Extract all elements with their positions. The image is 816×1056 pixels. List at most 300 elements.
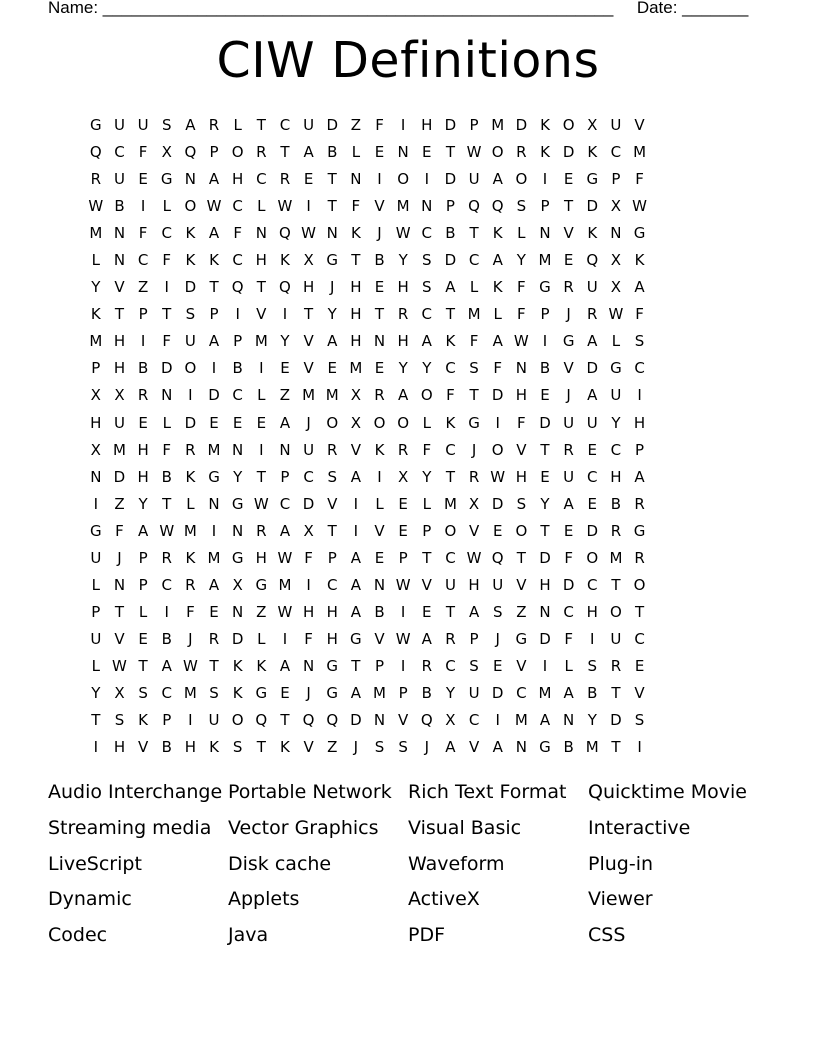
grid-letter: I [93,494,99,513]
grid-letter: A [587,332,598,351]
grid-letter: T [280,711,290,730]
grid-letter: P [162,711,172,730]
grid-letter: B [374,251,385,270]
grid-letter: W [395,629,411,648]
grid-letter: H [113,332,126,351]
grid-letter: E [563,251,574,270]
grid-letter: Q [279,278,291,297]
grid-letter: K [256,656,267,675]
grid-letter: D [515,116,528,134]
grid-letter: N [255,224,267,243]
grid-letter: F [517,278,526,297]
letter-grid [84,112,651,761]
grid-letter: W [632,197,647,216]
grid-letter: D [231,629,244,648]
grid-letter: G [231,548,244,567]
grid-letter: S [634,332,645,351]
grid-letter: C [161,683,172,702]
grid-letter: Y [445,683,456,702]
grid-letter: X [610,197,622,216]
grid-letter: O [491,440,504,459]
grid-letter: T [327,197,337,216]
grid-letter: K [232,656,243,675]
grid-letter: W [159,521,175,540]
grid-letter: L [611,332,621,351]
grid-letter: E [398,521,408,540]
grid-letter: V [468,521,480,540]
grid-letter: R [90,170,102,189]
grid-letter: V [137,738,149,757]
grid-letter: M [633,143,647,162]
grid-letter: J [306,413,311,432]
grid-letter: A [279,656,291,675]
grid-letter: H [515,467,527,486]
grid-letter: F [162,332,172,351]
grid-letter: M [467,305,481,324]
grid-letter: B [161,738,172,757]
grid-letter: P [91,602,101,621]
grid-letter: U [610,629,622,648]
grid-letter: U [208,711,220,730]
grid-letter: E [280,683,290,702]
grid-letter: H [255,548,267,567]
grid-letter: I [259,359,264,378]
grid-letter: D [539,629,551,648]
grid-letter: S [114,711,125,730]
grid-letter: A [137,521,149,540]
grid-letter: P [469,629,479,648]
grid-letter: F [138,143,148,162]
grid-letter: E [374,143,385,162]
grid-letter: G [255,683,268,702]
grid-letter: A [303,143,314,162]
grid-letter: V [256,305,267,324]
grid-letter: M [207,548,221,567]
grid-letter: I [188,386,193,405]
grid-letter: P [445,197,455,216]
grid-letter: E [422,143,432,162]
grid-letter: P [398,548,408,567]
grid-letter: G [515,629,528,648]
grid-letter: V [468,738,480,757]
word-list-item: Waveform [408,852,505,875]
grid-letter: J [353,738,359,757]
grid-letter: K [185,251,196,270]
grid-letter: K [634,251,645,270]
grid-letter: P [469,116,479,134]
word-list-item: Streaming media [48,816,212,839]
grid-letter: N [232,440,244,459]
grid-letter: U [492,575,504,594]
grid-letter: T [256,738,266,757]
grid-letter: O [231,143,244,162]
grid-letter: A [208,575,220,594]
grid-letter: Z [137,278,149,297]
grid-letter: D [491,683,504,702]
grid-letter: D [610,711,622,730]
grid-letter: H [326,629,338,648]
grid-letter: A [350,575,361,594]
grid-letter: N [350,170,362,189]
grid-letter: G [610,359,622,378]
grid-letter: L [375,494,384,513]
grid-letter: K [492,278,503,297]
grid-letter: O [326,413,339,432]
grid-letter: B [327,143,338,162]
grid-letter: N [373,332,386,351]
grid-letter: F [422,440,432,459]
grid-letter: W [112,656,127,675]
name-field-label: Name: ______________________________________________________ [48,0,614,17]
grid-letter: E [492,521,503,540]
grid-letter: H [397,332,409,351]
grid-letter: X [114,386,125,405]
grid-letter: M [514,711,528,730]
grid-letter: X [161,143,172,162]
grid-letter: M [207,440,221,459]
grid-letter: K [185,224,196,243]
grid-letter: V [516,656,527,675]
grid-letter: F [304,629,313,648]
grid-letter: A [634,467,645,486]
grid-letter: R [185,575,196,594]
grid-letter: D [113,467,126,486]
grid-letter: A [634,278,645,297]
grid-letter: N [208,494,220,513]
grid-letter: J [188,629,193,648]
grid-letter: C [161,224,172,243]
grid-letter: J [377,224,382,243]
grid-letter: C [114,143,125,162]
grid-letter: D [562,143,575,162]
grid-letter: W [466,548,482,567]
grid-letter: D [160,359,173,378]
grid-letter: I [306,575,311,594]
grid-letter: W [301,224,316,243]
grid-letter: K [445,413,456,432]
grid-letter: N [373,711,386,730]
grid-letter: Y [398,251,408,270]
grid-letter: T [114,602,125,621]
grid-letter: G [231,494,244,513]
grid-letter: R [610,656,622,675]
grid-letter: J [117,548,122,567]
grid-letter: R [208,629,220,648]
grid-letter: X [114,683,125,702]
grid-letter: I [188,711,193,730]
grid-letter: D [491,494,504,513]
word-list-item: Portable Network [228,781,392,803]
grid-letter: A [327,332,338,351]
grid-letter: X [303,251,314,270]
grid-letter: N [539,224,551,243]
grid-letter: J [306,683,311,702]
word-list-item: LiveScript [48,852,142,875]
grid-letter: I [400,602,406,621]
grid-letter: I [211,359,217,378]
grid-letter: E [540,386,550,405]
grid-letter: N [563,711,575,730]
grid-letter: E [587,494,598,513]
grid-letter: S [492,602,503,621]
grid-letter: A [350,548,361,567]
grid-letter: J [330,278,335,297]
header-line [48,0,748,20]
grid-letter: U [90,548,102,567]
grid-letter: R [634,494,645,513]
word-list-item: PDF [408,924,446,947]
grid-letter: H [90,413,102,432]
grid-letter: W [395,224,411,243]
grid-letter: N [232,521,244,540]
grid-letter: K [587,143,598,162]
grid-letter: D [184,278,197,297]
grid-letter: X [610,251,622,270]
grid-letter: E [634,656,645,675]
grid-letter: F [233,224,242,243]
grid-letter: F [138,224,148,243]
grid-letter: O [184,359,197,378]
grid-letter: Y [91,683,101,702]
grid-letter: E [327,359,337,378]
grid-letter: I [377,467,382,486]
grid-letter: P [327,548,337,567]
word-list-item: Dynamic [48,888,132,911]
grid-letter: X [90,386,101,405]
grid-letter: C [610,440,622,459]
grid-letter: I [400,656,406,675]
grid-letter: Y [422,359,432,378]
grid-letter: O [231,711,244,730]
grid-letter: R [374,386,385,405]
grid-letter: Q [279,224,291,243]
word-list-item: Interactive [588,816,691,839]
grid-letter: U [468,683,480,702]
grid-letter: H [255,251,267,270]
grid-letter: F [115,521,124,540]
grid-letter: E [422,602,432,621]
grid-letter: V [114,629,125,648]
grid-letter: A [350,467,361,486]
grid-letter: A [421,629,432,648]
grid-letter: F [162,440,172,459]
word-list-item: Codec [48,924,108,947]
grid-letter: H [421,116,433,134]
grid-letter: U [586,278,598,297]
grid-letter: B [587,683,598,702]
grid-letter: C [445,656,456,675]
grid-letter: B [232,359,243,378]
grid-letter: G [633,521,646,540]
grid-letter: Z [350,116,361,134]
word-list-item: Audio Interchange [48,781,223,803]
grid-letter: G [539,738,551,757]
grid-letter: X [303,521,314,540]
grid-letter: K [540,116,550,134]
grid-letter: T [209,656,219,675]
grid-letter: A [445,738,456,757]
grid-letter: C [587,575,598,594]
grid-letter: O [491,143,504,162]
grid-letter: S [138,683,148,702]
grid-letter: T [540,521,550,540]
grid-letter: B [539,359,551,378]
grid-letter: R [397,440,409,459]
word-list-item: Rich Text Format [408,781,567,803]
grid-letter: K [540,143,550,162]
grid-letter: K [587,224,598,243]
grid-letter: U [113,116,125,134]
grid-letter: N [610,224,622,243]
grid-letter: N [279,440,291,459]
grid-letter: K [185,548,196,567]
grid-letter: Y [327,305,337,324]
grid-letter: P [233,332,243,351]
grid-letter: X [350,386,361,405]
grid-letter: C [468,711,480,730]
grid-letter: Y [138,494,148,513]
grid-letter: Y [280,332,290,351]
grid-letter: L [257,629,266,648]
grid-letter: K [232,683,243,702]
grid-letter: L [493,305,502,324]
grid-letter: E [256,413,267,432]
grid-letter: R [468,467,480,486]
grid-letter: V [303,332,314,351]
grid-letter: S [516,494,527,513]
grid-letter: I [637,738,642,757]
grid-letter: V [398,711,409,730]
grid-letter: X [232,575,243,594]
grid-letter: E [492,656,503,675]
grid-letter: K [280,738,290,757]
grid-letter: X [90,440,101,459]
grid-letter: J [471,440,477,459]
grid-letter: E [540,467,550,486]
grid-letter: H [113,359,126,378]
grid-letter: Q [231,278,244,297]
grid-letter: T [611,738,621,757]
grid-letter: C [445,548,456,567]
grid-letter: I [353,494,359,513]
grid-letter: T [351,656,361,675]
grid-letter: T [516,548,526,567]
grid-letter: S [516,197,527,216]
grid-letter: T [209,278,219,297]
grid-letter: F [517,413,526,432]
date-field-label: Date: _______ [636,0,749,17]
grid-letter: F [635,305,644,324]
word-list-item: Viewer [588,888,653,911]
grid-letter: U [113,413,125,432]
grid-letter: G [586,170,599,189]
grid-letter: G [326,683,339,702]
grid-letter: V [374,197,385,216]
grid-letter: I [590,629,595,648]
grid-letter: T [327,170,337,189]
grid-letter: P [138,575,148,594]
grid-letter: J [566,386,571,405]
grid-letter: D [586,197,599,216]
grid-letter: A [208,332,220,351]
grid-letter: B [445,224,456,243]
grid-letter: V [303,738,314,757]
grid-letter: X [610,278,622,297]
grid-letter: O [586,548,599,567]
grid-letter: D [539,548,551,567]
grid-letter: W [277,602,293,621]
grid-letter: P [209,143,219,162]
grid-letter: S [209,683,219,702]
grid-letter: N [113,251,126,270]
grid-letter: O [562,116,575,134]
grid-letter: G [90,116,102,134]
grid-letter: F [564,548,573,567]
grid-letter: W [608,305,624,324]
grid-letter: C [516,683,527,702]
grid-letter: T [469,224,479,243]
grid-letter: M [538,251,552,270]
grid-letter: R [634,548,645,567]
grid-letter: H [137,467,149,486]
grid-letter: N [515,738,527,757]
grid-letter: E [138,413,148,432]
grid-letter: H [302,278,315,297]
grid-letter: N [539,602,551,621]
grid-letter: L [91,251,100,270]
grid-letter: D [350,711,362,730]
grid-letter: L [91,575,100,594]
grid-letter: W [277,197,293,216]
grid-letter: Z [114,494,125,513]
grid-letter: V [421,575,432,594]
grid-letter: L [564,656,573,675]
grid-letter: T [280,143,290,162]
grid-letter: N [397,143,409,162]
grid-letter: G [468,413,480,432]
grid-letter: L [162,413,171,432]
grid-letter: U [563,413,575,432]
grid-letter: E [209,602,219,621]
grid-letter: A [208,170,220,189]
grid-letter: K [209,738,219,757]
grid-letter: R [563,440,574,459]
grid-letter: N [302,656,315,675]
grid-letter: L [517,224,526,243]
grid-letter: M [254,332,268,351]
grid-letter: S [161,116,172,134]
grid-letter: W [206,197,222,216]
grid-letter: N [421,197,433,216]
grid-letter: R [185,440,196,459]
grid-letter: L [422,494,431,513]
grid-letter: W [277,548,293,567]
grid-letter: C [232,251,243,270]
grid-letter: D [586,521,599,540]
word-list-item: Vector Graphics [228,816,379,839]
grid-letter: H [113,738,126,757]
grid-letter: N [90,467,102,486]
grid-letter: I [282,305,288,324]
grid-letter: S [422,251,432,270]
grid-letter: U [563,467,575,486]
grid-letter: S [469,359,479,378]
grid-letter: U [113,170,125,189]
grid-letter: T [611,575,621,594]
grid-letter: M [538,683,552,702]
grid-letter: M [112,440,126,459]
grid-letter: V [634,116,645,134]
